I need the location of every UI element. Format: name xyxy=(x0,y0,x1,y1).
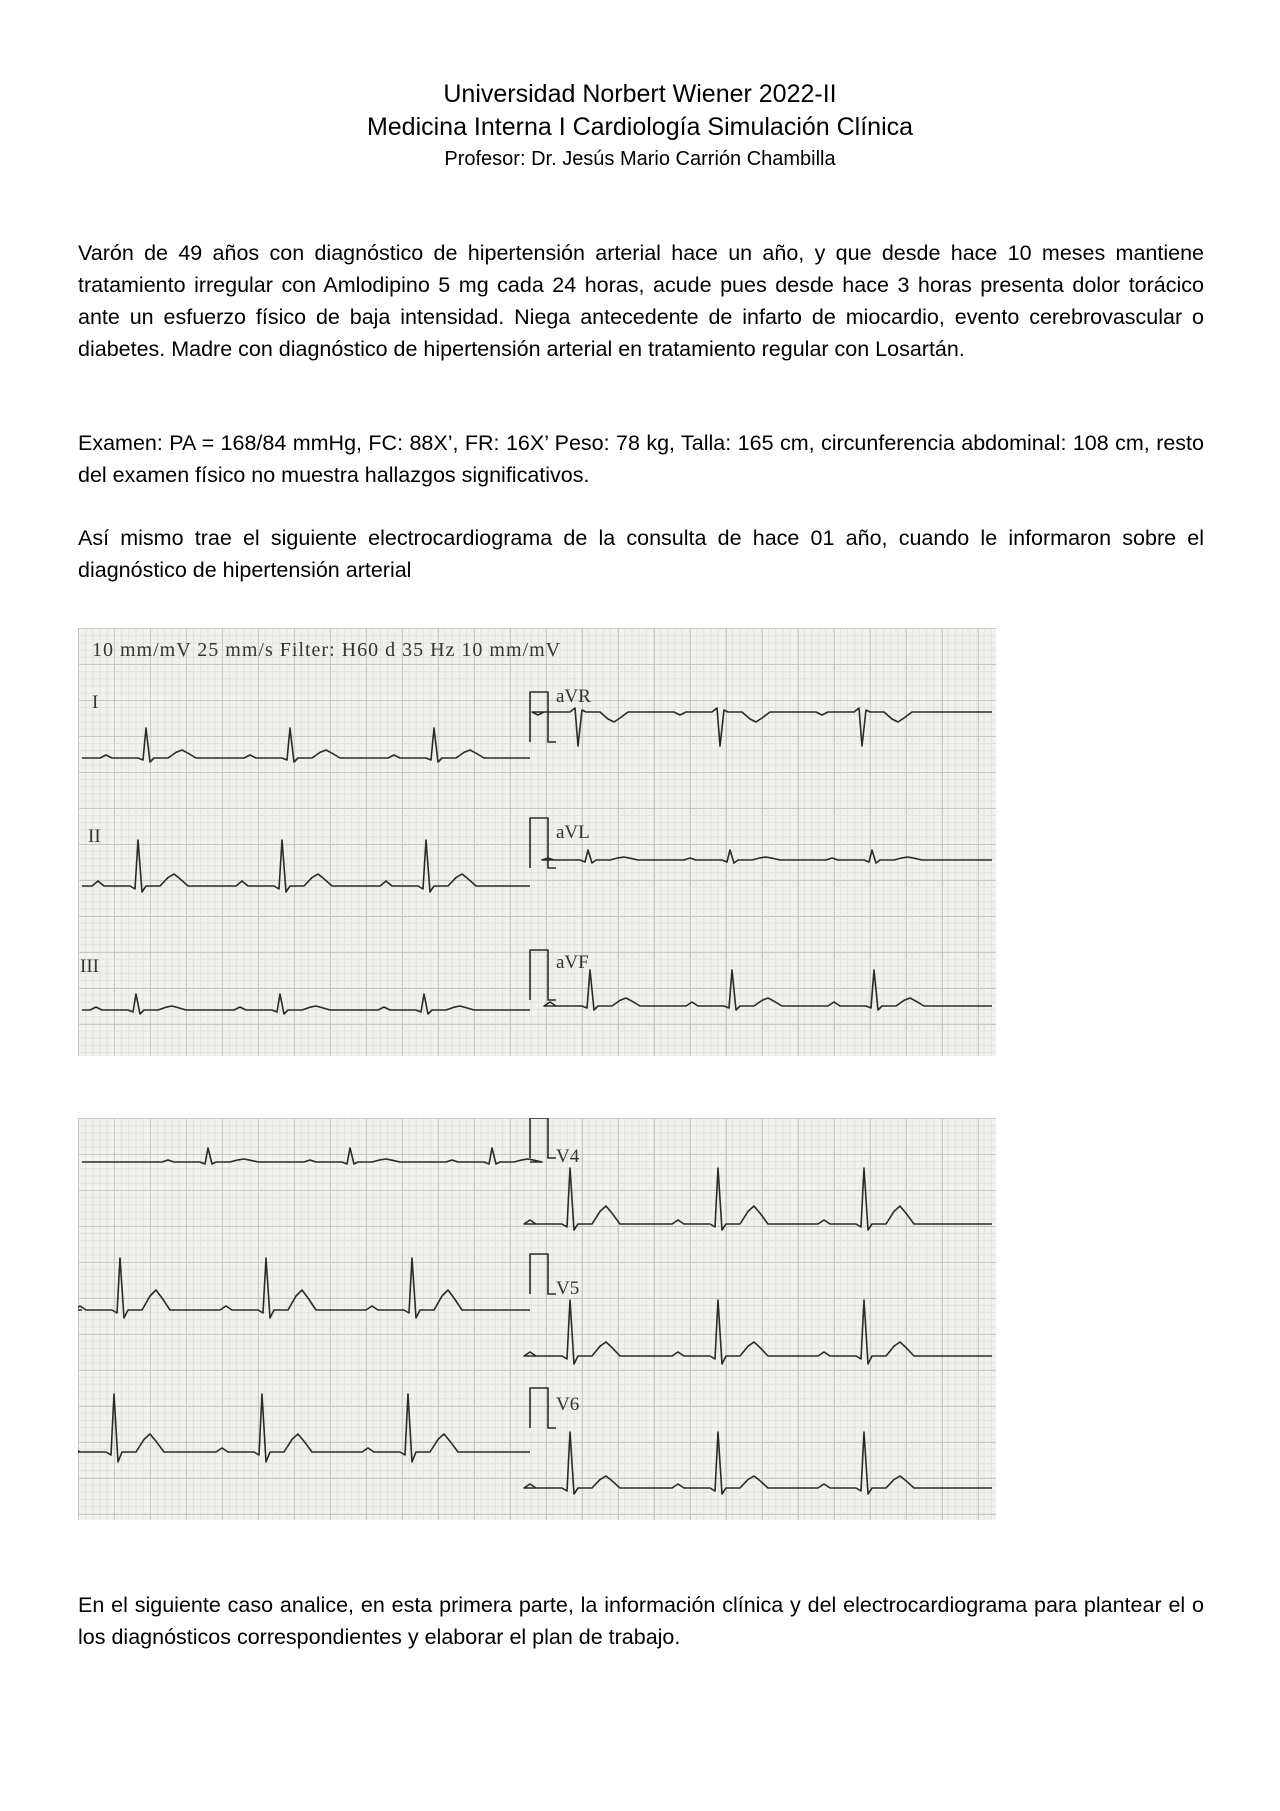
ecg-trace-lead-v5 xyxy=(524,1300,992,1364)
ecg-trace-row3-left xyxy=(78,1394,530,1462)
ecg-trace-lead-avf xyxy=(544,970,992,1010)
course-title: Medicina Interna I Cardiología Simulación Clínica xyxy=(366,113,914,141)
physical-exam: Examen: PA = 168/84 mmHg, FC: 88X’, FR: 16X’ Peso: 78 kg, Talla: 165 cm, circunferencia abdominal: 108 cm, resto del examen físico no muestra hallazgos significativos. xyxy=(78,430,1204,487)
ecg-introduction: Así mismo trae el siguiente electrocardiograma de la consulta de hace 01 año, cuando le informaron sobre el diagnóstico de hipertensión arterial xyxy=(78,525,1204,582)
lead-label-v4: V4 xyxy=(556,1146,580,1167)
ecg-precordial-leads-trace xyxy=(78,1118,996,1520)
task-instructions: En el siguiente caso analice, en esta primera parte, la información clínica y del electrocardiograma para plantear el o los diagnósticos correspondientes y elaborar el plan de trabajo. xyxy=(78,1592,1204,1649)
ecg-settings-header: 10 mm/mV 25 mm/s Filter: H60 d 35 Hz 10 mm/mV xyxy=(92,639,562,661)
lead-label-v5: V5 xyxy=(556,1278,580,1299)
ecg-trace-lead-i xyxy=(82,728,530,762)
ecg-calibration-pulse-v4 xyxy=(530,1118,556,1158)
lead-label-ii: II xyxy=(88,826,101,847)
lead-label-iii: III xyxy=(80,956,99,977)
lead-label-avr: aVR xyxy=(556,686,591,707)
ecg-trace-lead-ii xyxy=(82,840,530,892)
lead-label-avl: aVL xyxy=(556,822,590,843)
professor-line: Profesor: Dr. Jesús Mario Carrión Chambilla xyxy=(444,148,836,170)
university-title: Universidad Norbert Wiener 2022-II xyxy=(443,80,837,108)
document-header xyxy=(0,78,1280,174)
ecg-strip-limb-leads xyxy=(78,628,996,1056)
ecg-trace-lead-avl xyxy=(542,850,992,863)
ecg-limb-leads-trace xyxy=(78,628,996,1056)
ecg-trace-lead-v4 xyxy=(524,1168,992,1230)
case-description: Varón de 49 años con diagnóstico de hipertensión arterial hace un año, y que desde hace 10 meses mantiene tratamiento irregular con Amlodipino 5 mg cada 24 horas, acude pues desde hace 3 horas presenta dolor torácico ante un esfuerzo físico de baja intensidad. Niega antecedente de infarto de miocardio, evento cerebrovascular o diabetes. Madre con diagnóstico de hipertensión arterial en tratamiento regular con Losartán. xyxy=(78,240,1204,361)
ecg-trace-lead-v6 xyxy=(524,1432,992,1494)
ecg-trace-row1-left xyxy=(82,1148,542,1164)
ecg-calibration-pulse-i xyxy=(530,692,556,742)
lead-label-i: I xyxy=(92,692,99,713)
ecg-strip-precordial-leads xyxy=(78,1118,996,1520)
ecg-calibration-pulse-v6 xyxy=(530,1388,556,1428)
ecg-calibration-pulse-iii xyxy=(530,950,556,1000)
ecg-trace-lead-iii xyxy=(82,994,530,1014)
ecg-calibration-pulse-v5 xyxy=(530,1254,556,1294)
ecg-trace-lead-avr xyxy=(532,708,992,746)
lead-label-avf: aVF xyxy=(556,952,589,973)
lead-label-v6: V6 xyxy=(556,1394,580,1415)
ecg-trace-row2-left xyxy=(78,1258,530,1318)
